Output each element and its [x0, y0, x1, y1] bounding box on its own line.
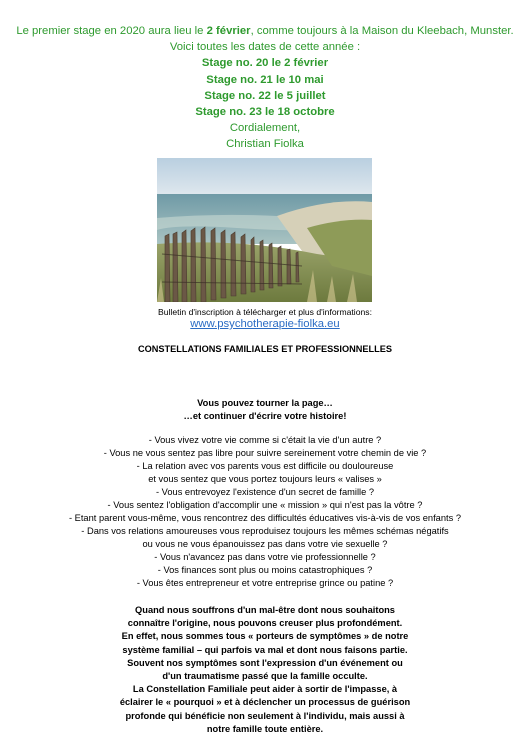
paragraph-line: Souvent nos symptômes sont l'expression d'un événement ou	[127, 657, 403, 668]
paragraph-line: d'un traumatisme passé que la famille occulte.	[162, 671, 368, 682]
question-item: - Vous ne vous sentez pas libre pour suivre sereinement votre chemin de vie ?	[103, 448, 427, 458]
tagline-line: …et continuer d'écrire votre histoire!	[183, 411, 347, 421]
stage-date: Stage no. 21 le 10 mai	[206, 73, 324, 86]
tagline	[0, 397, 530, 423]
question-item: ou vous ne vous épanouissez pas dans votre vie sexuelle ?	[142, 539, 388, 549]
paragraph-line: En effet, nous sommes tous « porteurs de symptômes » de notre	[121, 631, 409, 642]
intro-line-2: Voici toutes les dates de cette année :	[169, 41, 361, 54]
photo-caption: Bulletin d'inscription à télécharger et plus d'informations:	[158, 307, 372, 317]
stage-date: Stage no. 23 le 18 octobre	[195, 106, 335, 119]
paragraph-line: système familial – qui parfois va mal et dont nous faisons partie.	[122, 644, 408, 655]
sea-fence-photo	[157, 158, 372, 302]
paragraph-line: profonde qui bénéficie non seulement à l'individu, mais aussi à	[125, 710, 405, 721]
paragraph-line: connaître l'origine, nous pouvons creuser plus profondément.	[127, 618, 403, 629]
tagline-line: Vous pouvez tourner la page…	[197, 398, 333, 408]
question-item: - Vous entrevoyez l'existence d'un secret de famille ?	[155, 487, 374, 497]
stage-date: Stage no. 22 le 5 juillet	[204, 89, 326, 102]
question-item: - Etant parent vous-même, vous rencontrez des difficultés éducatives vis-à-vis de vos enfants ?	[68, 513, 462, 523]
question-item: - Vous n'avancez pas dans votre vie professionnelle ?	[154, 552, 376, 562]
first-date: 2 février	[206, 25, 251, 37]
question-item: - Vous vivez votre vie comme si c'était la vie d'un autre ?	[148, 435, 382, 445]
stage-date: Stage no. 20 le 2 février	[201, 57, 329, 70]
paragraph-line: notre famille toute entière.	[206, 723, 324, 734]
paragraph-line: Quand nous souffrons d'un mal-être dont nous souhaitons	[135, 605, 395, 615]
question-item: - La relation avec vos parents vous est difficile ou douloureuse	[136, 461, 394, 471]
question-item: - Dans vos relations amoureuses vous reproduisez toujours les mêmes schémas négatifs	[81, 526, 449, 536]
question-item: - Vos finances sont plus ou moins catastrophiques ?	[157, 565, 373, 575]
paragraph-line: éclairer le « pourquoi » et à déclencher un processus de guérison	[119, 697, 411, 708]
intro-block	[0, 23, 530, 153]
closing-paragraph	[0, 604, 530, 736]
question-item: - Vous êtes entrepreneur et votre entreprise grince ou patine ?	[136, 578, 394, 588]
paragraph-line: La Constellation Familiale peut aider à sortir de l'impasse, à	[132, 684, 398, 695]
section-heading: CONSTELLATIONS FAMILIALES ET PROFESSIONNELLES	[137, 344, 393, 354]
intro-line-1: Le premier stage en 2020 aura lieu le 2 février, comme toujours à la Maison du Kleebach, Munster.	[16, 25, 514, 37]
closing-salutation: Cordialement,	[229, 122, 301, 135]
question-item: et vous sentez que vous portez toujours leurs « valises »	[148, 474, 382, 484]
question-item: - Vous sentez l'obligation d'accomplir une « mission » qui n'est pas la vôtre ?	[107, 500, 423, 510]
photo-image	[157, 158, 372, 302]
signature: Christian Fiolka	[226, 138, 304, 151]
website-link-row	[0, 317, 530, 332]
website-link[interactable]: www.psychotherapie-fiolka.eu	[190, 318, 340, 330]
question-list	[0, 434, 530, 590]
